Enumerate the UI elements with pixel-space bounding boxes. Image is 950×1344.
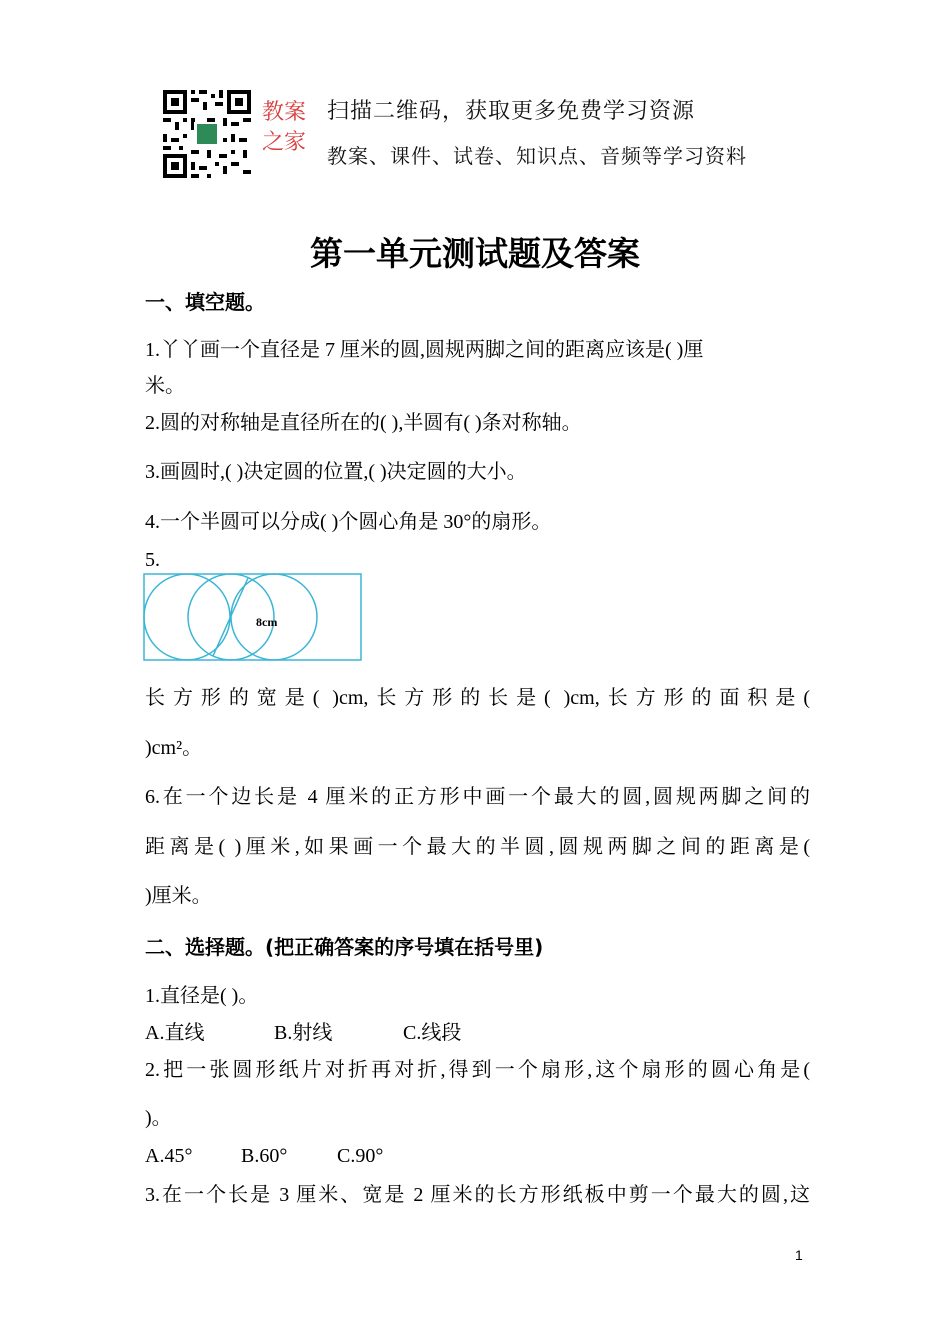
choice-question-2-line-1: 2.把一张圆形纸片对折再对折,得到一个扇形,这个扇形的圆心角是( — [145, 1059, 810, 1081]
question-5-line-2: )cm²。 — [145, 737, 203, 759]
promo-line-2: 教案、课件、试卷、知识点、音频等学习资料 — [327, 144, 747, 168]
circles-in-rectangle-figure — [143, 571, 363, 663]
page-number: 1 — [795, 1247, 803, 1263]
question-5-line-1: 长方形的宽是( )cm,长方形的长是( )cm,长方形的面积是( — [145, 687, 810, 709]
choice-question-1: 1.直径是( )。 — [145, 985, 259, 1007]
section-1-heading: 一、填空题。 — [145, 290, 265, 314]
section-2-heading: 二、选择题。(把正确答案的序号填在括号里) — [145, 935, 544, 959]
question-5-label: 5. — [145, 549, 160, 571]
option-b: B.射线 — [274, 1022, 333, 1044]
promo-header — [161, 88, 781, 183]
question-2: 2.圆的对称轴是直径所在的( ),半圆有( )条对称轴。 — [145, 412, 582, 434]
option-a: A.直线 — [145, 1022, 205, 1044]
option-c: C.线段 — [403, 1022, 462, 1044]
option-a: A.45° — [145, 1145, 193, 1167]
qr-code-icon — [161, 88, 253, 180]
diameter-label: 8cm — [256, 615, 278, 629]
question-1-line-1: 1.丫丫画一个直径是 7 厘米的圆,圆规两脚之间的距离应该是( )厘 — [145, 339, 704, 361]
option-c: C.90° — [337, 1145, 384, 1167]
question-6-line-2: 距离是( )厘米,如果画一个最大的半圆,圆规两脚之间的距离是( — [145, 836, 810, 858]
option-b: B.60° — [241, 1145, 288, 1167]
page-title: 第一单元测试题及答案 — [310, 234, 640, 273]
question-3: 3.画圆时,( )决定圆的位置,( )决定圆的大小。 — [145, 461, 527, 483]
question-4: 4.一个半圆可以分成( )个圆心角是 30°的扇形。 — [145, 511, 552, 533]
question-1-line-2: 米。 — [145, 375, 185, 397]
choice-question-2-line-2: )。 — [145, 1107, 172, 1129]
diameter-line — [213, 578, 248, 656]
rectangle-outline — [144, 574, 361, 660]
question-6-line-3: )厘米。 — [145, 885, 212, 907]
promo-line-1: 扫描二维码，获取更多免费学习资源 — [327, 99, 696, 124]
question-6-line-1: 6.在一个边长是 4 厘米的正方形中画一个最大的圆,圆规两脚之间的 — [145, 786, 810, 808]
brand-logo: 教案之家 — [262, 100, 307, 155]
choice-question-3-line-1: 3.在一个长是 3 厘米、宽是 2 厘米的长方形纸板中剪一个最大的圆,这 — [145, 1184, 810, 1206]
